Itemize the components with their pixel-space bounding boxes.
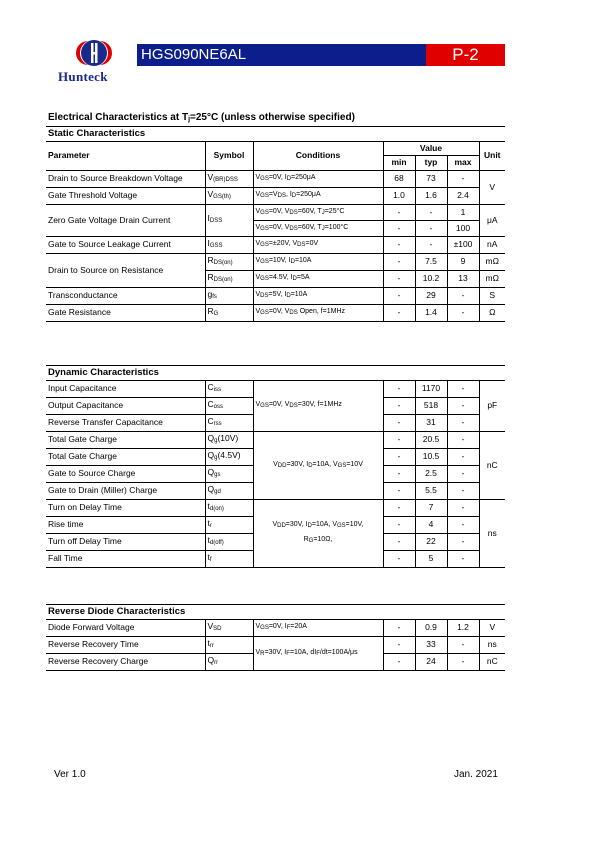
table-row: Zero Gate Voltage Drain Current IDSS VGS=0V, VDS=60V, TJ=25°C - - 1 μA xyxy=(46,204,505,220)
diode-title: Reverse Diode Characteristics xyxy=(46,605,505,620)
col-value: Value xyxy=(383,141,479,156)
col-max: max xyxy=(447,156,479,171)
table-row: Gate to Drain (Miller) Charge Qgd - 5.5 - xyxy=(46,482,505,499)
table-row: Total Gate Charge Qg(4.5V) - 10.5 - xyxy=(46,448,505,465)
dynamic-table xyxy=(46,365,505,568)
table-row: Drain to Source Breakdown Voltage V(BR)DSS VGS=0V, ID=250μA 68 73 - V xyxy=(46,170,505,187)
table-row: Diode Forward Voltage VSD VGS=0V, IF=20A - 0.9 1.2 V xyxy=(46,619,505,636)
table-row: Gate to Source Charge Qgs - 2.5 - xyxy=(46,465,505,482)
table-row: Gate Resistance RG VGS=0V, VDS Open, f=1MHz - 1.4 - Ω xyxy=(46,304,505,321)
col-symbol: Symbol xyxy=(205,141,253,170)
table-row: Gate Threshold Voltage VGS(th) VGS=VDS, ID=250μA 1.0 1.6 2.4 xyxy=(46,187,505,204)
static-title: Static Characteristics xyxy=(46,127,505,142)
table-row: Output Capacitance Coss - 518 - xyxy=(46,397,505,414)
electrical-title: Electrical Characteristics at Tj=25°C (unless otherwise specified) xyxy=(48,112,355,123)
table-row: Total Gate Charge Qg(10V) VDD=30V, ID=10A, VGS=10V - 20.5 - nC xyxy=(46,431,505,448)
part-number: HGS090NE6AL xyxy=(137,44,426,66)
table-row: Turn off Delay Time td(off) - 22 - xyxy=(46,533,505,550)
table-row: Reverse Recovery Time trr VR=30V, IF=10A, dIF/dt=100A/μs - 33 - ns xyxy=(46,636,505,653)
brand-name: Hunteck xyxy=(58,69,108,84)
col-min: min xyxy=(383,156,415,171)
static-table xyxy=(46,126,505,322)
table-row: Rise time tr - 4 - xyxy=(46,516,505,533)
table-row: VGS=0V, VDS=60V, TJ=100°C - - 100 xyxy=(46,220,505,236)
diode-table xyxy=(46,604,505,671)
table-row: Reverse Recovery Charge Qrr - 24 - nC xyxy=(46,653,505,670)
table-row: Reverse Transfer Capacitance Crss - 31 - xyxy=(46,414,505,431)
table-row: Gate to Source Leakage Current IGSS VGS=±20V, VDS=0V - - ±100 nA xyxy=(46,236,505,253)
dynamic-title: Dynamic Characteristics xyxy=(46,366,505,381)
page-number: P-2 xyxy=(426,44,505,66)
col-unit: Unit xyxy=(479,141,505,170)
table-row: Drain to Source on Resistance RDS(on) VGS=10V, ID=10A - 7.5 9 mΩ xyxy=(46,253,505,270)
table-row: Turn on Delay Time td(on) VDD=30V, ID=10A, VGS=10V, RG=10Ω, - 7 - ns xyxy=(46,499,505,516)
table-row: RDS(on) VGS=4.5V, ID=5A - 10.2 13 mΩ xyxy=(46,270,505,287)
table-row: Input Capacitance Ciss VGS=0V, VDS=30V, f=1MHz - 1170 - pF xyxy=(46,380,505,397)
col-conditions: Conditions xyxy=(253,141,383,170)
col-parameter: Parameter xyxy=(46,141,205,170)
col-typ: typ xyxy=(415,156,447,171)
footer-date: Jan. 2021 xyxy=(454,769,498,780)
footer-version: Ver 1.0 xyxy=(54,769,86,780)
table-row: Transconductance gfs VDS=5V, ID=10A - 29 - S xyxy=(46,287,505,304)
table-row: Fall Time tf - 5 - xyxy=(46,550,505,567)
